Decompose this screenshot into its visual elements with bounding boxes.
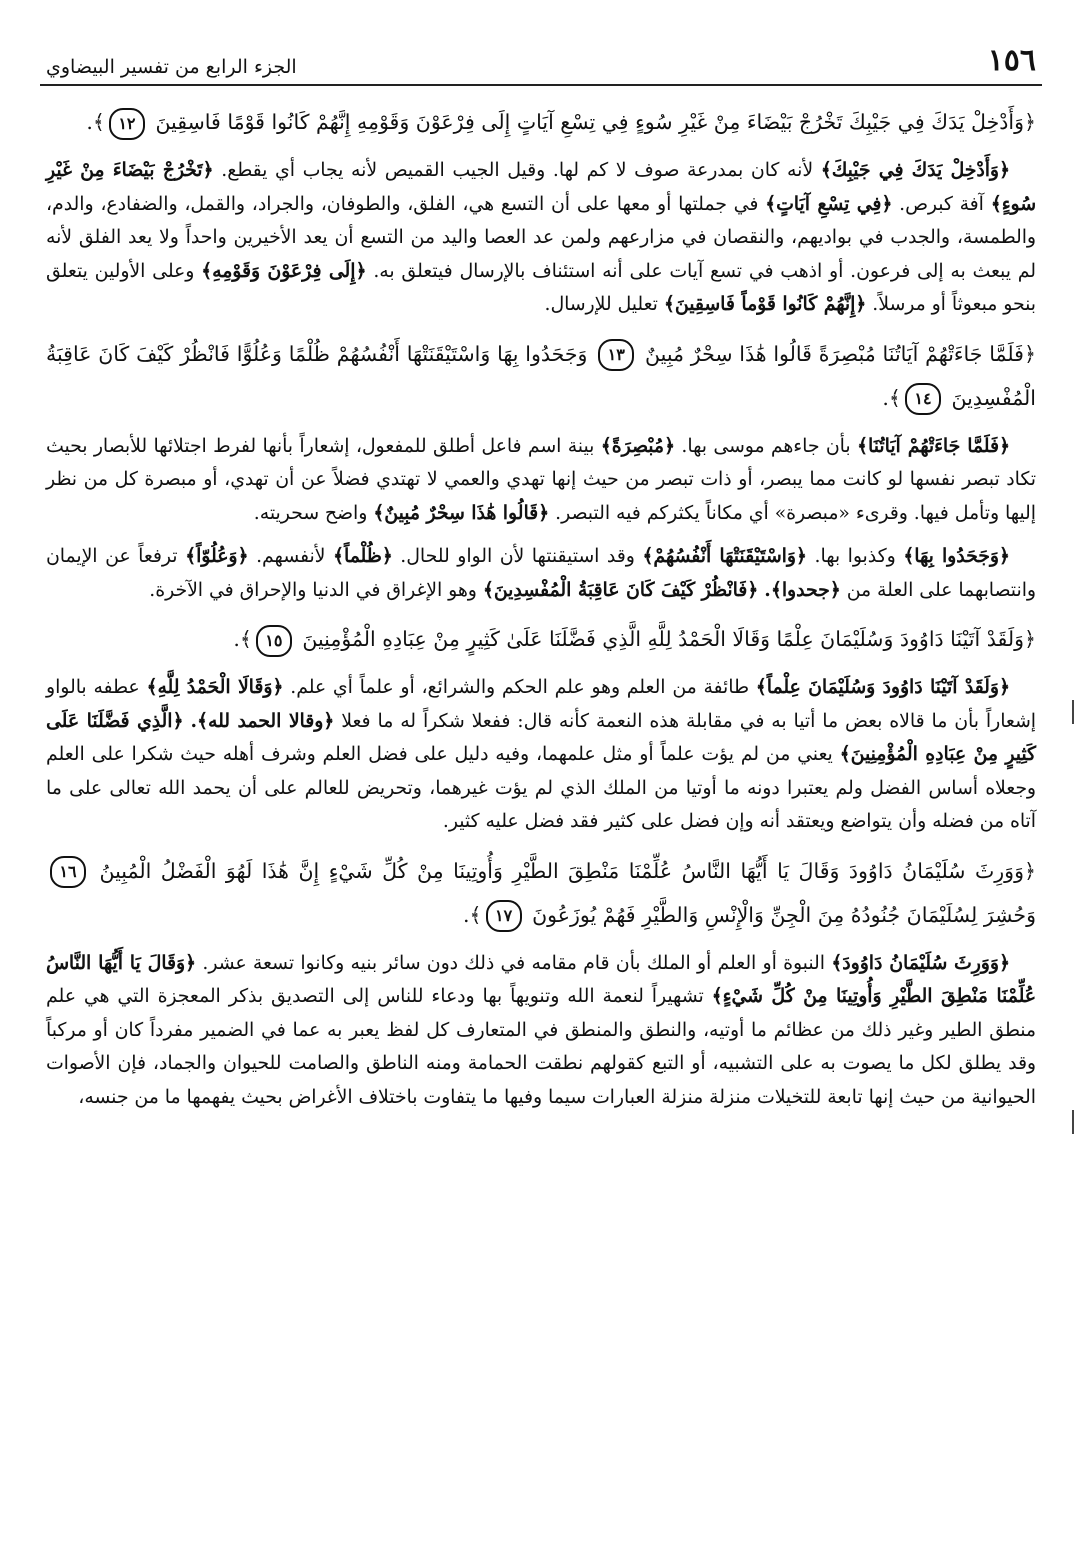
verse-text: ﴿وَلَقَدْ آتَيْنَا دَاوُودَ وَسُلَيْمَانَ عِلْمًا وَقَالَا الْحَمْدُ لِلَّهِ الَّذِي فَضَّلَنَا عَلَىٰ كَثِيرٍ مِنْ عِبَادِهِ الْمُؤْمِنِينَ (302, 627, 1036, 651)
margin-scan-mark (1072, 1110, 1074, 1134)
verse-text: وَجَحَدُوا بِهَا وَاسْتَيْقَنَتْهَا أَنْفُسُهُمْ ظُلْمًا وَعُلُوًّا فَانْظُرْ كَيْفَ كَانَ عَاقِبَةُ الْمُفْسِدِينَ (46, 341, 1036, 410)
commentary-text: في جملتها أو معها على أن التسع هي، الفلق، والطوفان، والجراد، والقمل، والضفادع، والدم، والطمسة، والجدب في بواديهم، والنقصان في مزارعهم ولمن عد العصا واليد من التسع أن يعد الأخيرين واحداً ولا يعد الفلق لأنه لم يبعث به إلى فرعون. أو اذهب في تسع آيات على أنه استئناف بالإرسال فيتعلق به. (46, 193, 1036, 282)
quoted-verse: ﴿وَأَدْخِلْ يَدَكَ فِي جَيْبِكَ﴾ (820, 159, 1010, 181)
quoted-verse: ﴿وَلَقَدْ آتَيْنَا دَاوُودَ وَسُلَيْمَانَ عِلْماً﴾ (755, 676, 1010, 698)
commentary-paragraph (40, 540, 1042, 607)
quoted-verse: ﴿وَوَرِثَ سُلَيْمَانُ دَاوُودَ﴾ (831, 951, 1010, 974)
quoted-verse: ﴿ظُلْماً﴾ (332, 545, 393, 567)
verse-number-badge: ١٧ (486, 900, 522, 932)
commentary-paragraph (40, 154, 1042, 322)
commentary-text: ترفعاً عن الإيمان وانتصابهما على العلة من (46, 546, 1036, 601)
verse-number-badge: ١٥ (256, 625, 292, 657)
quoted-verse: ﴿وَاسْتَيْقَنَتْهَا أَنْفُسُهُمْ﴾ (642, 545, 807, 567)
commentary-text: النبوة أو العلم أو الملك بأن قام مقامه في ذلك دون سائر بنيه وكانوا تسعة عشر. (202, 952, 825, 974)
commentary-text: بينة اسم فاعل أطلق للمفعول، إشعاراً بأنها لفرط اجتلائها للأبصار بحيث تكاد تبصر نفسها لو كانت مما يبصر، أو ذات تبصر من حيث إنها تهدي والعمي لا تهتدي فضلاً عن أن تهدي، أو مبصرة كل من نظر إليها وتأمل فيها. وقرىء «مبصرة» أي مكاناً يكثركم فيه التبصر. (46, 435, 1036, 524)
quoted-verse: ﴿إِلَى فِرْعَوْنَ وَقَوْمِهِ﴾ (201, 259, 367, 282)
commentary-text: وكذبوا بها. (814, 546, 896, 567)
commentary-text: لأنه كان بمدرعة صوف لا كم لها. وقيل الجيب القميص لأنه يجاب أي يقطع. (221, 160, 814, 181)
verse-text: ﴿فَلَمَّا جَاءَتْهُمْ آيَاتُنَا مُبْصِرَةً قَالُوا هَٰذَا سِحْرٌ مُبِينٌ (645, 341, 1036, 366)
commentary-text: وعلى الأولين يتعلق بنحو مبعوثاً أو مرسلاً. (46, 260, 1036, 315)
quoted-verse: ﴿فَلَمَّا جَاءَتْهُمْ آيَاتُنَا﴾ (856, 434, 1010, 457)
verse-number-badge: ١٢ (109, 108, 145, 140)
commentary-paragraph (40, 671, 1042, 839)
page-number: ١٥٦ (987, 43, 1036, 78)
quoted-verse: ﴿وَجَحَدُوا بِهَا﴾ (903, 545, 1010, 567)
quoted-verse: ﴿قَالُوا هَٰذَا سِحْرٌ مُبِينٌ﴾ (373, 501, 550, 524)
quoted-verse: ﴿وَقَالَا الْحَمْدُ لِلَّهِ﴾ (146, 676, 284, 698)
verse-text: وَحُشِرَ لِسُلَيْمَانَ جُنُودُهُ مِنَ الْجِنِّ وَالْإِنْسِ وَالطَّيْرِ فَهُمْ يُوزَعُونَ (532, 902, 1036, 927)
page-content (40, 100, 1042, 1114)
quoted-verse: ﴿وَعُلُوّاً﴾ (185, 545, 249, 567)
commentary-text: طائفة من العلم وهو علم الحكم والشرائع، أو علماً أي علم. (290, 677, 749, 698)
commentary-text: عطفه بالواو إشعاراً بأن ما قالاه بعض ما أتيا به في مقابلة هذه النعمة كأنه قال: ففعلا شكراً له ما فعلا (46, 677, 1036, 732)
quoted-verse: ﴿جحدوا﴾. (764, 578, 841, 601)
quoted-verse: ﴿وقالا الحمد لله﴾. (190, 709, 335, 732)
commentary-paragraph (40, 947, 1042, 1115)
commentary-text: وهو الإغراق في الدنيا والإحراق في الآخرة. (149, 579, 477, 601)
quoted-verse: ﴿فَانْظُرْ كَيْفَ كَانَ عَاقِبَةُ الْمُفْسِدِينَ﴾ (482, 578, 759, 601)
running-title: الجزء الرابع من تفسير البيضاوي (46, 56, 297, 78)
quran-verse-16-17: ﴿وَوَرِثَ سُلَيْمَانُ دَاوُودَ وَقَالَ يَا أَيُّهَا النَّاسُ عُلِّمْنَا مَنْطِقَ الطَّيْرِ وَأُوتِينَا مِنْ كُلِّ شَيْءٍ إِنَّ هَٰذَا لَهُوَ الْفَضْلُ الْمُبِينُ ١٦ وَحُشِرَ لِسُلَيْمَانَ جُنُودُهُ مِنَ الْجِنِّ وَالْإِنْسِ وَالطَّيْرِ فَهُمْ يُوزَعُونَ ١٧﴾. (40, 849, 1042, 937)
margin-scan-mark (1072, 700, 1074, 724)
verse-number-badge: ١٤ (905, 383, 941, 415)
commentary-text: لأنفسهم. (256, 546, 326, 567)
commentary-text: تعليل للإرسال. (544, 294, 658, 315)
quoted-verse: ﴿إِنَّهُمْ كَانُوا قَوْماً فَاسِقِينَ﴾ (663, 293, 867, 315)
quran-verse-15: ﴿وَلَقَدْ آتَيْنَا دَاوُودَ وَسُلَيْمَانَ عِلْمًا وَقَالَا الْحَمْدُ لِلَّهِ الَّذِي فَضَّلَنَا عَلَىٰ كَثِيرٍ مِنْ عِبَادِهِ الْمُؤْمِنِينَ ١٥﴾. (40, 617, 1042, 661)
verse-number-badge: ١٦ (50, 856, 86, 888)
commentary-text: واضح سحريته. (253, 502, 368, 524)
verse-text: ﴿وَأَدْخِلْ يَدَكَ فِي جَيْبِكَ تَخْرُجْ بَيْضَاءَ مِنْ غَيْرِ سُوءٍ فِي تِسْعِ آيَاتٍ إِلَى فِرْعَوْنَ وَقَوْمِهِ إِنَّهُمْ كَانُوا قَوْمًا فَاسِقِينَ (155, 110, 1036, 134)
commentary-text: تشهيراً لنعمة الله وتنويهاً بها ودعاء للناس إلى التصديق بذكر المعجزة التي هي علم منطق الطير وغير ذلك من عظائم ما أوتيه، والنطق والمنطق في المتعارف كل لفظ يعبر به عما في الضمير مفرداً كان أو مركباً وقد يطلق لكل ما يصوت به على التشبيه، أو التبع كقولهم نطقت الحمامة ومنه الناطق والصامت للحيوان والجماد، فإن الأصوات الحيوانية من حيث إنها تابعة للتخيلات منزلة منزلة العبارات سيما وفيها ما يتفاوت باختلاف الأغراض بحيث يفهمها ما من جنسه، (46, 986, 1036, 1108)
verse-text: ﴿وَوَرِثَ سُلَيْمَانُ دَاوُودَ وَقَالَ يَا أَيُّهَا النَّاسُ عُلِّمْنَا مَنْطِقَ الطَّيْرِ وَأُوتِينَا مِنْ كُلِّ شَيْءٍ إِنَّ هَٰذَا لَهُوَ الْفَضْلُ الْمُبِينُ (99, 858, 1036, 883)
quoted-verse: ﴿الَّذِي فَضَّلَنَا عَلَى كَثِيرٍ مِنْ عِبَادِهِ الْمُؤْمِنِينَ﴾ (46, 709, 1036, 765)
book-page (40, 30, 1042, 1539)
commentary-text: يعني من لم يؤت علماً أو مثل علمهما، وفيه دليل على فضل العلم وشرف أهله حيث شكرا على العلم وجعلاه أساس الفضل ولم يعتبرا دونه ما أوتيا من الملك الذي لم يؤت غيرهما، وتحريض للعالم على أن يحمد الله تعالى على ما آتاه من فضله وأن يتواضع ويعتقد أنه وإن فضل على كثير فقد فضل عليه كثير. (46, 744, 1036, 832)
quoted-verse: ﴿وَقَالَ يَا أَيُّهَا النَّاسُ عُلِّمْنَا مَنْطِقَ الطَّيْرِ وَأُوتِينَا مِنْ كُلِّ شَيْءٍ﴾ (46, 951, 1036, 1007)
commentary-paragraph (40, 430, 1042, 531)
commentary-text: آفة كبرص. (899, 193, 984, 215)
page-header (40, 30, 1042, 86)
quran-verse-13-14: ﴿فَلَمَّا جَاءَتْهُمْ آيَاتُنَا مُبْصِرَةً قَالُوا هَٰذَا سِحْرٌ مُبِينٌ ١٣ وَجَحَدُوا بِهَا وَاسْتَيْقَنَتْهَا أَنْفُسُهُمْ ظُلْمًا وَعُلُوًّا فَانْظُرْ كَيْفَ كَانَ عَاقِبَةُ الْمُفْسِدِينَ ١٤﴾. (40, 332, 1042, 420)
quoted-verse: ﴿فِي تِسْعِ آيَاتٍ﴾ (765, 192, 893, 215)
commentary-text: وقد استيقنتها لأن الواو للحال. (400, 546, 635, 567)
quoted-verse: ﴿تَخْرُجْ بَيْضَاءَ مِنْ غَيْرِ سُوءٍ﴾ (46, 159, 1036, 215)
quran-verse-12: ﴿وَأَدْخِلْ يَدَكَ فِي جَيْبِكَ تَخْرُجْ بَيْضَاءَ مِنْ غَيْرِ سُوءٍ فِي تِسْعِ آيَاتٍ إِلَى فِرْعَوْنَ وَقَوْمِهِ إِنَّهُمْ كَانُوا قَوْمًا فَاسِقِينَ ١٢﴾. (40, 100, 1042, 144)
quoted-verse: ﴿مُبْصِرَةً﴾ (600, 434, 675, 457)
verse-number-badge: ١٣ (598, 339, 634, 371)
commentary-text: بأن جاءهم موسى بها. (681, 435, 851, 457)
